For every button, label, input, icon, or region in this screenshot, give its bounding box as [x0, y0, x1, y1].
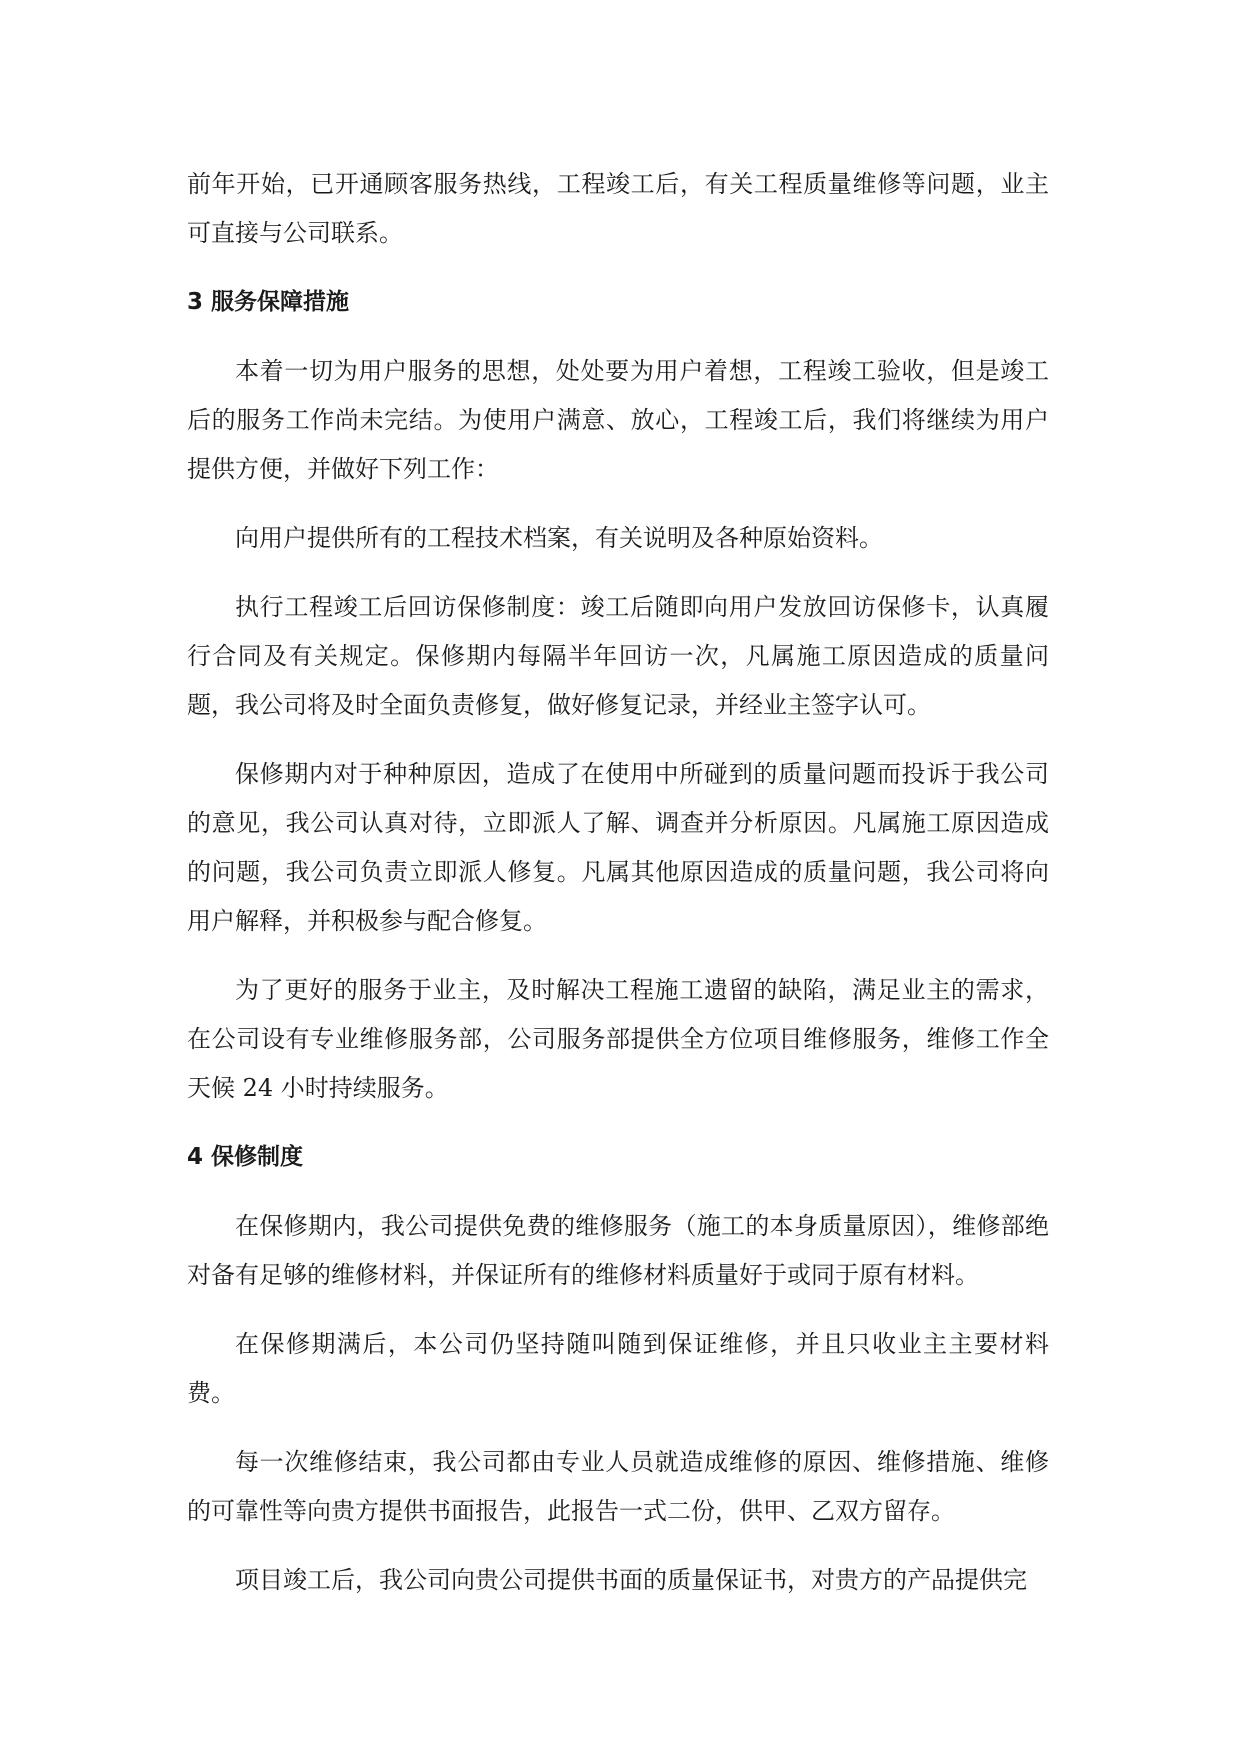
- paragraph-after-warranty: 在保修期满后，本公司仍坚持随叫随到保证维修，并且只收业主主要材料费。: [187, 1330, 1049, 1407]
- paragraph-service-intro: 本着一切为用户服务的思想，处处要为用户着想，工程竣工验收，但是竣工后的服务工作尚未完结。为使用户满意、放心，工程竣工后，我们将继续为用户提供方便，并做好下列工作：: [187, 357, 1049, 483]
- document-body: [187, 160, 1049, 1625]
- section-heading-warranty: 4 保修制度: [187, 1144, 304, 1170]
- paragraph-return-visit: 执行工程竣工后回访保修制度：竣工后随即向用户发放回访保修卡，认真履行合同及有关规定。保修期内每隔半年回访一次，凡属施工原因造成的质量问题，我公司将及时全面负责修复，做好修复记录，并经业主签字认可。: [187, 593, 1049, 719]
- paragraph-quality-guarantee: 项目竣工后，我公司向贵公司提供书面的质量保证书，对贵方的产品提供完: [235, 1566, 1027, 1594]
- paragraph-written-report: 每一次维修结束，我公司都由专业人员就造成维修的原因、维修措施、维修的可靠性等向贵方提供书面报告，此报告一式二份，供甲、乙双方留存。: [187, 1448, 1049, 1525]
- paragraph-hotline: 前年开始，已开通顾客服务热线，工程竣工后，有关工程质量维修等问题，业主可直接与公司联系。: [187, 170, 1049, 247]
- paragraph-complaints: 保修期内对于种种原因，造成了在使用中所碰到的质量问题而投诉于我公司的意见，我公司认真对待，立即派人了解、调查并分析原因。凡属施工原因造成的问题，我公司负责立即派人修复。凡属其他原因造成的质量问题，我公司将向用户解释，并积极参与配合修复。: [187, 760, 1049, 935]
- paragraph-free-maintenance: 在保修期内，我公司提供免费的维修服务（施工的本身质量原因），维修部绝对备有足够的维修材料，并保证所有的维修材料质量好于或同于原有材料。: [187, 1212, 1049, 1289]
- paragraph-technical-files: 向用户提供所有的工程技术档案，有关说明及各种原始资料。: [235, 524, 883, 552]
- paragraph-maintenance-department: 为了更好的服务于业主，及时解决工程施工遗留的缺陷，满足业主的需求，在公司设有专业维修服务部，公司服务部提供全方位项目维修服务，维修工作全天候 24 小时持续服务。: [187, 976, 1049, 1102]
- section-heading-service-measures: 3 服务保障措施: [187, 289, 350, 315]
